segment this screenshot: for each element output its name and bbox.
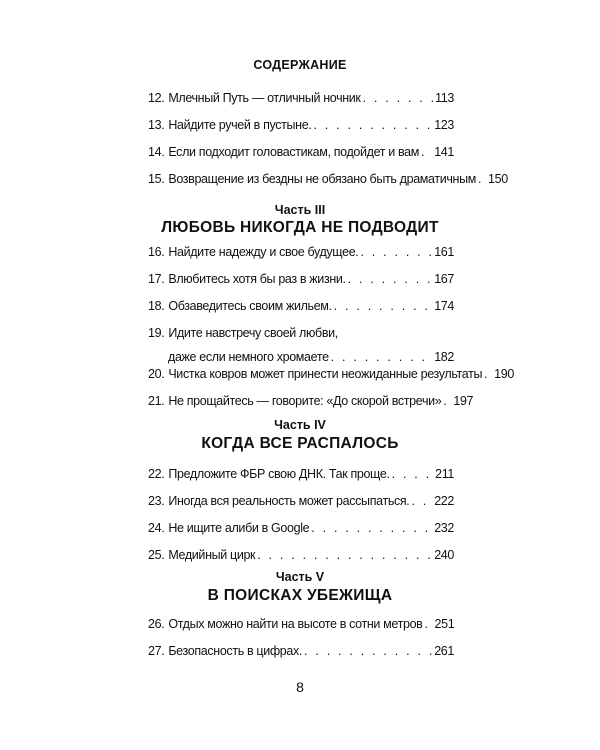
entry-page: 161 — [434, 245, 454, 259]
dot-leader — [257, 548, 432, 563]
entry-number: 24. — [148, 521, 165, 535]
entry-page: 167 — [434, 272, 454, 286]
entry-number: 27. — [148, 644, 165, 658]
part-title: ЛЮБОВЬ НИКОГДА НЕ ПОДВОДИТ — [161, 219, 439, 236]
entry-page: 251 — [434, 617, 455, 631]
entry-page: 211 — [435, 467, 454, 481]
dot-leader — [363, 91, 434, 106]
dot-leader — [484, 367, 492, 382]
dot-leader — [424, 617, 432, 632]
entry-page: 113 — [435, 91, 454, 105]
entry-title: Обзаведитесь своим жильем. — [168, 299, 332, 313]
dot-leader — [392, 467, 434, 482]
entry-title: Если подходит головастикам, подойдет и вам — [168, 145, 420, 159]
dot-leader — [331, 350, 433, 365]
entry-page: 240 — [434, 548, 454, 562]
dot-leader — [478, 172, 486, 187]
dot-leader — [311, 521, 432, 536]
dot-leader — [360, 245, 432, 260]
entry-number: 17. — [148, 272, 165, 286]
entry-number: 15. — [148, 172, 165, 186]
entry-page: 174 — [434, 299, 454, 313]
toc-entry — [148, 272, 454, 299]
entry-number: 13. — [148, 118, 165, 132]
entry-page: 261 — [434, 644, 454, 658]
toc-entry — [148, 467, 454, 494]
entry-page: 232 — [434, 521, 454, 535]
entry-title: Иногда вся реальность может рассыпаться. — [168, 494, 410, 508]
toc-entry — [148, 172, 508, 199]
entry-title: Найдите ручей в пустыне. — [168, 118, 312, 132]
part-title: КОГДА ВСЕ РАСПАЛОСЬ — [201, 435, 399, 452]
entry-title: Чистка ковров может принести неожиданные результаты — [168, 367, 483, 381]
toc-entry — [148, 494, 454, 521]
part-label: Часть IV — [274, 418, 326, 432]
entry-page: 197 — [453, 394, 474, 408]
entry-title: Не прощайтесь — говорите: «До скорой встречи» — [168, 394, 442, 408]
dot-leader — [334, 299, 433, 314]
toc-entry — [148, 644, 454, 671]
entry-number: 22. — [148, 467, 165, 481]
entry-page: 141 — [434, 145, 454, 159]
toc-entry — [148, 617, 454, 644]
entry-page: 150 — [487, 172, 508, 186]
toc-entry — [148, 326, 454, 367]
entry-title: Идите навстречу своей любви, — [168, 326, 338, 340]
toc-block-part-4 — [148, 467, 454, 575]
part-title: В ПОИСКАХ УБЕЖИЩА — [207, 587, 393, 604]
toc-entry — [148, 145, 454, 172]
entry-number: 18. — [148, 299, 165, 313]
toc-block-part-3 — [148, 245, 514, 421]
entry-number: 23. — [148, 494, 165, 508]
entry-title: Медийный цирк — [168, 548, 256, 562]
entry-title: Отдых можно найти на высоте в сотни метров — [168, 617, 423, 631]
part-label: Часть V — [275, 570, 325, 584]
entry-number: 12. — [148, 91, 165, 105]
toc-block-part-5 — [148, 617, 454, 671]
entry-number: 21. — [148, 394, 165, 408]
entry-title-continued: даже если немного хромаете — [168, 349, 329, 364]
toc-entry — [148, 91, 454, 118]
dot-leader — [421, 145, 432, 160]
entry-page: 190 — [494, 367, 514, 381]
toc-entry — [148, 367, 514, 394]
dot-leader — [443, 394, 451, 409]
entry-number: 16. — [148, 245, 165, 259]
entry-number: 20. — [148, 367, 165, 381]
entry-title: Возвращение из бездны не обязано быть драматичным — [168, 172, 476, 186]
entry-title: Предложите ФБР свою ДНК. Так проще. — [168, 467, 390, 481]
dot-leader — [313, 118, 432, 133]
dot-leader — [304, 644, 432, 659]
toc-entry — [148, 245, 454, 272]
entry-page: 123 — [434, 118, 454, 132]
toc-entry — [148, 521, 454, 548]
part-label: Часть III — [274, 203, 326, 217]
dot-leader — [411, 494, 432, 509]
entry-number: 25. — [148, 548, 165, 562]
entry-title: Безопасность в цифрах. — [168, 644, 303, 658]
dot-leader — [348, 272, 433, 287]
toc-entry — [148, 299, 454, 326]
page-number: 8 — [296, 679, 304, 695]
entry-number: 19. — [148, 326, 165, 340]
toc-block-part-2 — [148, 91, 508, 199]
entry-number: 26. — [148, 617, 165, 631]
running-title: СОДЕРЖАНИЕ — [253, 58, 347, 72]
entry-title: Найдите надежду и свое будущее. — [168, 245, 359, 259]
toc-entry — [148, 118, 454, 145]
entry-title: Влюбитесь хотя бы раз в жизни. — [168, 272, 346, 286]
entry-title: Не ищите алиби в Google — [168, 521, 310, 535]
entry-page: 222 — [434, 494, 454, 508]
entry-page: 182 — [434, 349, 454, 364]
entry-number: 14. — [148, 145, 165, 159]
toc-entry — [148, 394, 474, 421]
entry-title: Млечный Путь — отличный ночник — [168, 91, 361, 105]
